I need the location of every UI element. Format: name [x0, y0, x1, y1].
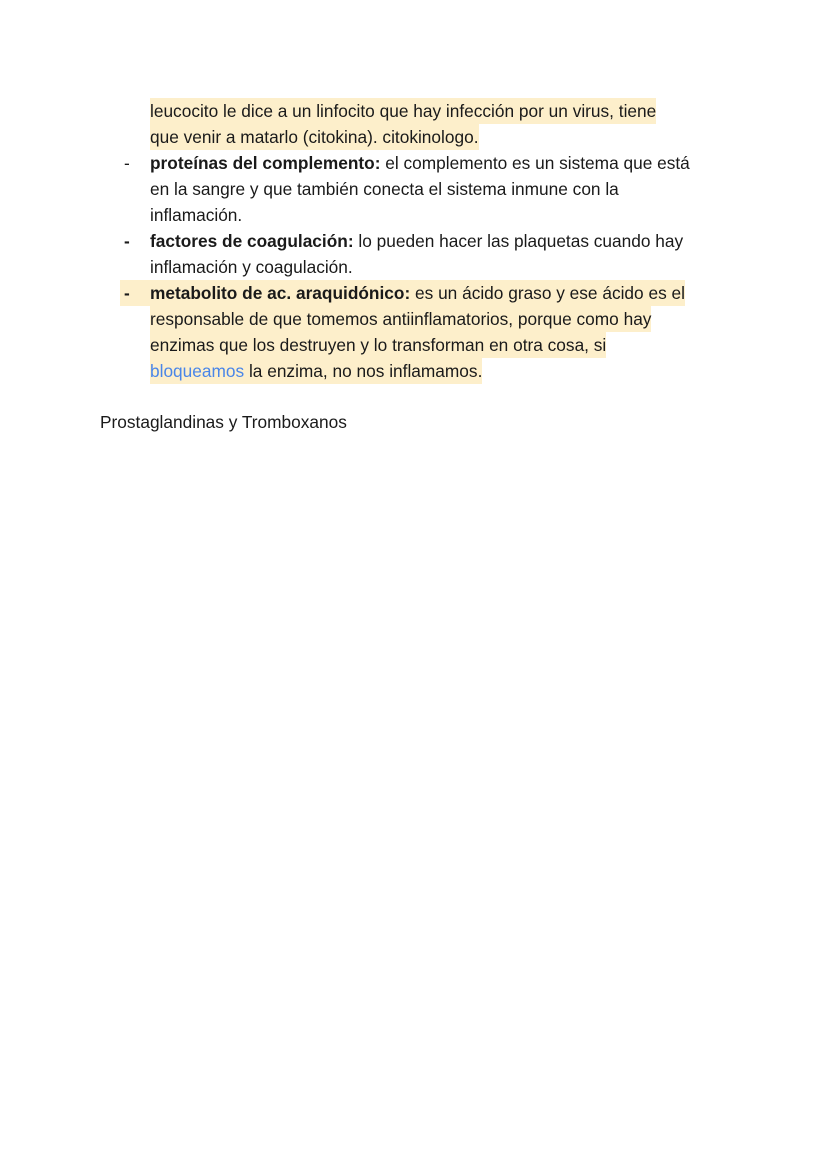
list-item [0, 228, 828, 254]
list-item-body: responsable de que tomemos antiinflamatorios, porque como hay [150, 306, 651, 332]
list-item-body: el complemento es un sistema que está [380, 153, 690, 173]
list-item-continuation-line [0, 124, 828, 150]
list-item-line [0, 358, 828, 384]
list-item [0, 150, 828, 176]
paragraph-text: que venir a matarlo (citokina). citokinologo. [150, 124, 479, 150]
list-item-body: lo pueden hacer las plaquetas cuando hay [353, 231, 684, 251]
paragraph-text: leucocito le dice a un linfocito que hay infección por un virus, tiene [150, 98, 656, 124]
list-item-term: metabolito de ac. araquidónico: [150, 283, 411, 303]
list-item-line [0, 306, 828, 332]
list-item-line [0, 176, 828, 202]
list-item-text [150, 280, 685, 306]
list-item-line [0, 202, 828, 228]
list-item-line [0, 332, 828, 358]
list-item-continuation-line [0, 98, 828, 124]
list-item-body: es un ácido graso y ese ácido es el [410, 283, 685, 303]
list-item-body: la enzima, no nos inflamamos. [244, 361, 483, 381]
list-item-body: en la sangre y que también conecta el sistema inmune con la [150, 179, 619, 199]
list-item-term: proteínas del complemento: [150, 153, 381, 173]
list-item-text [150, 358, 482, 384]
dash-bullet-icon: - [124, 283, 130, 303]
list-item [0, 280, 828, 306]
list-item-body: inflamación. [150, 205, 243, 225]
dash-bullet-icon: - [124, 153, 130, 173]
list-item-text [150, 150, 690, 176]
section-heading: Prostaglandinas y Tromboxanos [100, 412, 347, 432]
list-item-body: enzimas que los destruyen y lo transforman en otra cosa, si [150, 332, 606, 358]
list-item-line [0, 254, 828, 280]
list-item-term: factores de coagulación: [150, 231, 354, 251]
list-item-body: inflamación y coagulación. [150, 257, 353, 277]
dash-bullet-icon: - [124, 231, 130, 251]
list-item-text [150, 228, 683, 254]
bullet-list [0, 98, 828, 384]
linked-word[interactable]: bloqueamos [150, 361, 245, 381]
